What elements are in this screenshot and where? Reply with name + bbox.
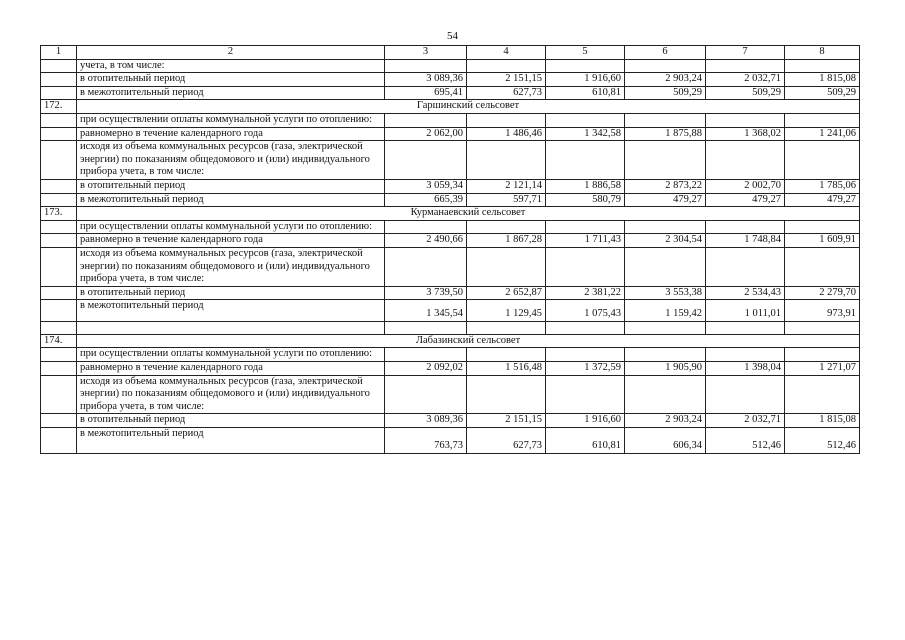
row-index-cell: [41, 300, 77, 322]
value-cell: 2 381,22: [546, 286, 625, 300]
value-cell: [467, 59, 546, 73]
value-cell: [625, 220, 706, 234]
section-header-row: [41, 334, 860, 348]
section-number: 173.: [41, 207, 77, 221]
value-cell: [546, 375, 625, 414]
row-label: при осуществлении оплаты коммунальной услуги по отоплению:: [77, 348, 385, 362]
table-row: [41, 362, 860, 376]
value-cell: 610,81: [546, 428, 625, 454]
value-cell: [385, 59, 467, 73]
value-cell: 509,29: [706, 86, 785, 100]
value-cell: 1 486,46: [467, 127, 546, 141]
value-cell: 1 609,91: [785, 234, 860, 248]
empty-cell: [41, 321, 77, 334]
value-cell: [467, 247, 546, 286]
value-cell: 2 490,66: [385, 234, 467, 248]
value-cell: [546, 141, 625, 180]
value-cell: 2 032,71: [706, 73, 785, 87]
table-row: [41, 86, 860, 100]
value-cell: [625, 141, 706, 180]
row-index-cell: [41, 113, 77, 127]
value-cell: [546, 220, 625, 234]
row-label: исходя из объема коммунальных ресурсов (газа, электрической энергии) по показаниям общедомового и (или) индивидуального прибора учета, в том числе:: [77, 375, 385, 414]
value-cell: 479,27: [625, 193, 706, 207]
value-cell: 695,41: [385, 86, 467, 100]
value-cell: 1 867,28: [467, 234, 546, 248]
table-row: [41, 220, 860, 234]
row-label: в межотопительный период: [77, 428, 385, 454]
row-label: исходя из объема коммунальных ресурсов (газа, электрической энергии) по показаниям общедомового и (или) индивидуального прибора учета, в том числе:: [77, 247, 385, 286]
row-index-cell: [41, 247, 77, 286]
value-cell: 2 121,14: [467, 179, 546, 193]
section-title: Курманаевский сельсовет: [77, 207, 860, 221]
column-header: 7: [706, 46, 785, 60]
value-cell: [706, 348, 785, 362]
value-cell: 2 279,70: [785, 286, 860, 300]
row-index-cell: [41, 193, 77, 207]
spacer-row: [41, 321, 860, 334]
row-index-cell: [41, 234, 77, 248]
table-row: [41, 59, 860, 73]
value-cell: 3 739,50: [385, 286, 467, 300]
value-cell: 2 652,87: [467, 286, 546, 300]
column-header: 3: [385, 46, 467, 60]
row-label: равномерно в течение календарного года: [77, 362, 385, 376]
value-cell: 509,29: [785, 86, 860, 100]
value-cell: 1 372,59: [546, 362, 625, 376]
value-cell: [385, 348, 467, 362]
value-cell: [706, 113, 785, 127]
value-cell: 3 089,36: [385, 414, 467, 428]
table-row: [41, 73, 860, 87]
value-cell: [467, 113, 546, 127]
row-index-cell: [41, 73, 77, 87]
value-cell: [467, 348, 546, 362]
value-cell: 512,46: [706, 428, 785, 454]
section-number: 174.: [41, 334, 77, 348]
row-index-cell: [41, 59, 77, 73]
empty-cell: [785, 321, 860, 334]
empty-cell: [467, 321, 546, 334]
row-label: в отопительный период: [77, 179, 385, 193]
value-cell: 1 748,84: [706, 234, 785, 248]
row-label: в межотопительный период: [77, 193, 385, 207]
row-index-cell: [41, 127, 77, 141]
value-cell: [785, 59, 860, 73]
column-header: 4: [467, 46, 546, 60]
value-cell: 627,73: [467, 86, 546, 100]
value-cell: 1 875,88: [625, 127, 706, 141]
tariff-table-body: [41, 46, 860, 454]
value-cell: [785, 113, 860, 127]
value-cell: 1 886,58: [546, 179, 625, 193]
table-row: [41, 193, 860, 207]
row-label: в межотопительный период: [77, 86, 385, 100]
value-cell: 1 815,08: [785, 73, 860, 87]
section-title: Лабазинский сельсовет: [77, 334, 860, 348]
column-header: 1: [41, 46, 77, 60]
value-cell: [785, 247, 860, 286]
row-index-cell: [41, 414, 77, 428]
row-index-cell: [41, 86, 77, 100]
value-cell: 2 304,54: [625, 234, 706, 248]
value-cell: 509,29: [625, 86, 706, 100]
row-index-cell: [41, 348, 77, 362]
value-cell: [785, 220, 860, 234]
value-cell: 3 059,34: [385, 179, 467, 193]
row-label: при осуществлении оплаты коммунальной услуги по отоплению:: [77, 220, 385, 234]
column-header: 5: [546, 46, 625, 60]
value-cell: 1 075,43: [546, 300, 625, 322]
value-cell: [467, 220, 546, 234]
value-cell: 2 062,00: [385, 127, 467, 141]
value-cell: [385, 113, 467, 127]
value-cell: 1 516,48: [467, 362, 546, 376]
value-cell: 2 873,22: [625, 179, 706, 193]
value-cell: 973,91: [785, 300, 860, 322]
row-label: равномерно в течение календарного года: [77, 234, 385, 248]
value-cell: [706, 375, 785, 414]
value-cell: [546, 348, 625, 362]
value-cell: 763,73: [385, 428, 467, 454]
table-row: [41, 179, 860, 193]
value-cell: 580,79: [546, 193, 625, 207]
section-title: Гаршинский сельсовет: [77, 100, 860, 114]
row-label: в отопительный период: [77, 286, 385, 300]
table-row: [41, 113, 860, 127]
value-cell: 1 711,43: [546, 234, 625, 248]
table-row: [41, 234, 860, 248]
row-index-cell: [41, 179, 77, 193]
table-row: [41, 414, 860, 428]
value-cell: 2 092,02: [385, 362, 467, 376]
value-cell: 3 089,36: [385, 73, 467, 87]
value-cell: [625, 247, 706, 286]
value-cell: 2 534,43: [706, 286, 785, 300]
table-row: [41, 247, 860, 286]
value-cell: 1 241,06: [785, 127, 860, 141]
value-cell: 2 903,24: [625, 73, 706, 87]
value-cell: [385, 220, 467, 234]
value-cell: 1 345,54: [385, 300, 467, 322]
value-cell: 2 903,24: [625, 414, 706, 428]
value-cell: 1 159,42: [625, 300, 706, 322]
column-header: 6: [625, 46, 706, 60]
row-label: при осуществлении оплаты коммунальной услуги по отоплению:: [77, 113, 385, 127]
value-cell: 1 785,06: [785, 179, 860, 193]
value-cell: [625, 113, 706, 127]
value-cell: [785, 141, 860, 180]
value-cell: [706, 220, 785, 234]
row-label: равномерно в течение календарного года: [77, 127, 385, 141]
empty-cell: [546, 321, 625, 334]
value-cell: [785, 375, 860, 414]
table-row: [41, 300, 860, 322]
empty-cell: [706, 321, 785, 334]
value-cell: 1 129,45: [467, 300, 546, 322]
table-row: [41, 286, 860, 300]
value-cell: 1 916,60: [546, 73, 625, 87]
value-cell: [385, 375, 467, 414]
value-cell: 1 398,04: [706, 362, 785, 376]
row-index-cell: [41, 428, 77, 454]
column-header: 2: [77, 46, 385, 60]
value-cell: [706, 247, 785, 286]
value-cell: [467, 375, 546, 414]
value-cell: 597,71: [467, 193, 546, 207]
empty-cell: [625, 321, 706, 334]
section-header-row: [41, 100, 860, 114]
row-label: исходя из объема коммунальных ресурсов (газа, электрической энергии) по показаниям общедомового и (или) индивидуального прибора учета, в том числе:: [77, 141, 385, 180]
value-cell: [385, 141, 467, 180]
value-cell: 479,27: [785, 193, 860, 207]
table-row: [41, 348, 860, 362]
empty-cell: [385, 321, 467, 334]
value-cell: [625, 348, 706, 362]
value-cell: [785, 348, 860, 362]
value-cell: 1 368,02: [706, 127, 785, 141]
value-cell: 610,81: [546, 86, 625, 100]
value-cell: [546, 59, 625, 73]
page-number: 54: [447, 30, 458, 42]
value-cell: 665,39: [385, 193, 467, 207]
value-cell: 2 151,15: [467, 414, 546, 428]
value-cell: [625, 375, 706, 414]
value-cell: [467, 141, 546, 180]
value-cell: [546, 113, 625, 127]
column-number-row: [41, 46, 860, 60]
value-cell: [706, 59, 785, 73]
value-cell: 3 553,38: [625, 286, 706, 300]
row-label: в межотопительный период: [77, 300, 385, 322]
row-index-cell: [41, 220, 77, 234]
value-cell: 1 011,01: [706, 300, 785, 322]
section-number: 172.: [41, 100, 77, 114]
value-cell: 1 905,90: [625, 362, 706, 376]
value-cell: 1 342,58: [546, 127, 625, 141]
row-index-cell: [41, 375, 77, 414]
value-cell: 2 002,70: [706, 179, 785, 193]
row-label: учета, в том числе:: [77, 59, 385, 73]
column-header: 8: [785, 46, 860, 60]
value-cell: 1 815,08: [785, 414, 860, 428]
row-label: в отопительный период: [77, 73, 385, 87]
value-cell: [706, 141, 785, 180]
row-index-cell: [41, 141, 77, 180]
value-cell: 627,73: [467, 428, 546, 454]
value-cell: 1 271,07: [785, 362, 860, 376]
empty-cell: [77, 321, 385, 334]
table-row: [41, 375, 860, 414]
value-cell: 2 151,15: [467, 73, 546, 87]
value-cell: 606,34: [625, 428, 706, 454]
row-index-cell: [41, 286, 77, 300]
row-index-cell: [41, 362, 77, 376]
row-label: в отопительный период: [77, 414, 385, 428]
value-cell: 479,27: [706, 193, 785, 207]
table-row: [41, 127, 860, 141]
value-cell: [546, 247, 625, 286]
value-cell: 512,46: [785, 428, 860, 454]
value-cell: 1 916,60: [546, 414, 625, 428]
value-cell: 2 032,71: [706, 414, 785, 428]
value-cell: [625, 59, 706, 73]
table-row: [41, 428, 860, 454]
table-row: [41, 141, 860, 180]
value-cell: [385, 247, 467, 286]
section-header-row: [41, 207, 860, 221]
tariff-table: [40, 45, 860, 454]
